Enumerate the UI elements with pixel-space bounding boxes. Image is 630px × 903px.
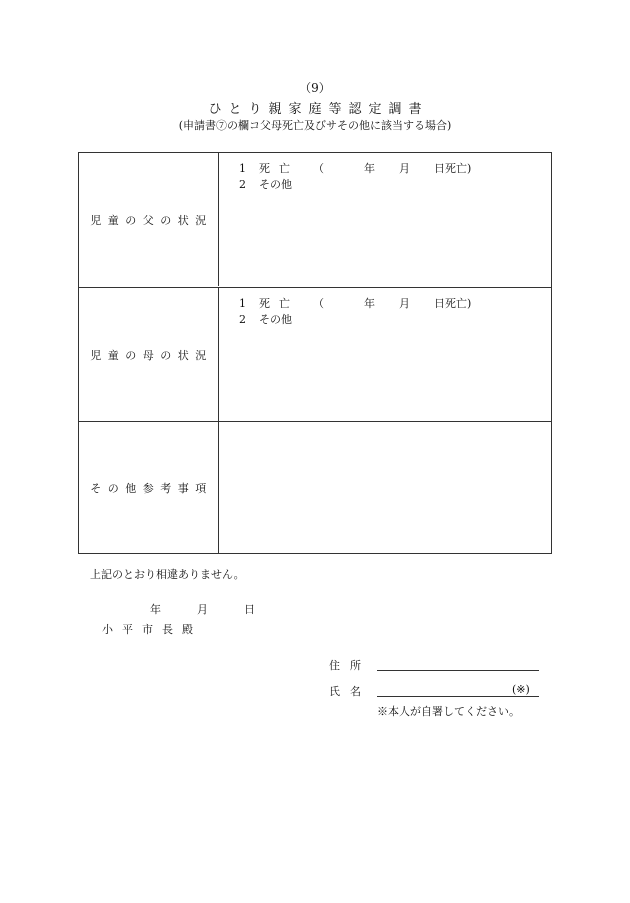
mother-death-option[interactable] — [239, 295, 471, 311]
address-label: 住所 — [329, 659, 371, 672]
year-label: 年 — [364, 162, 375, 175]
date-year-label: 年 — [150, 603, 161, 616]
mother-status-label: 児童の母の状況 — [79, 288, 219, 421]
father-death-option[interactable] — [239, 160, 471, 176]
document-subtitle: (申請書⑦の欄コ父母死亡及びサその他に該当する場合) — [178, 119, 452, 132]
paren-open: （ — [313, 297, 324, 310]
date-month-label: 月 — [197, 603, 208, 616]
form-number: （9） — [299, 81, 331, 95]
option-number: 2 — [239, 178, 246, 191]
confirmation-statement: 上記のとおり相違ありません。 — [90, 568, 245, 581]
option-number: 2 — [239, 313, 246, 326]
day-death-label: 日死亡) — [434, 162, 472, 175]
month-label: 月 — [399, 297, 410, 310]
mother-other-option[interactable] — [239, 311, 292, 327]
year-label: 年 — [364, 297, 375, 310]
seal-mark: (※) — [512, 683, 530, 696]
date-day-label: 日 — [244, 603, 255, 616]
form-table — [78, 152, 552, 554]
other-label: その他 — [259, 313, 292, 326]
father-other-option[interactable] — [239, 176, 292, 192]
addressee: 小平市長殿 — [102, 623, 202, 636]
father-status-row — [79, 153, 551, 286]
death-label: 死亡 — [259, 162, 299, 175]
other-notes-label: その他参考事項 — [79, 422, 219, 554]
address-field[interactable] — [377, 670, 539, 671]
option-number: 1 — [239, 162, 246, 175]
mother-status-field[interactable] — [219, 288, 551, 421]
father-status-field[interactable] — [219, 153, 551, 286]
name-label: 氏名 — [329, 685, 371, 698]
other-notes-field[interactable] — [219, 422, 551, 554]
father-status-label: 児童の父の状況 — [79, 153, 219, 286]
other-label: その他 — [259, 178, 292, 191]
mother-status-row — [79, 287, 551, 421]
name-field[interactable] — [377, 696, 539, 697]
option-number: 1 — [239, 297, 246, 310]
signature-note: ※本人が自署してください。 — [377, 705, 520, 718]
other-notes-row — [79, 421, 551, 554]
day-death-label: 日死亡) — [434, 297, 472, 310]
paren-open: （ — [313, 162, 324, 175]
death-label: 死亡 — [259, 297, 299, 310]
document-title: ひとり親家庭等認定調書 — [208, 102, 429, 117]
month-label: 月 — [399, 162, 410, 175]
